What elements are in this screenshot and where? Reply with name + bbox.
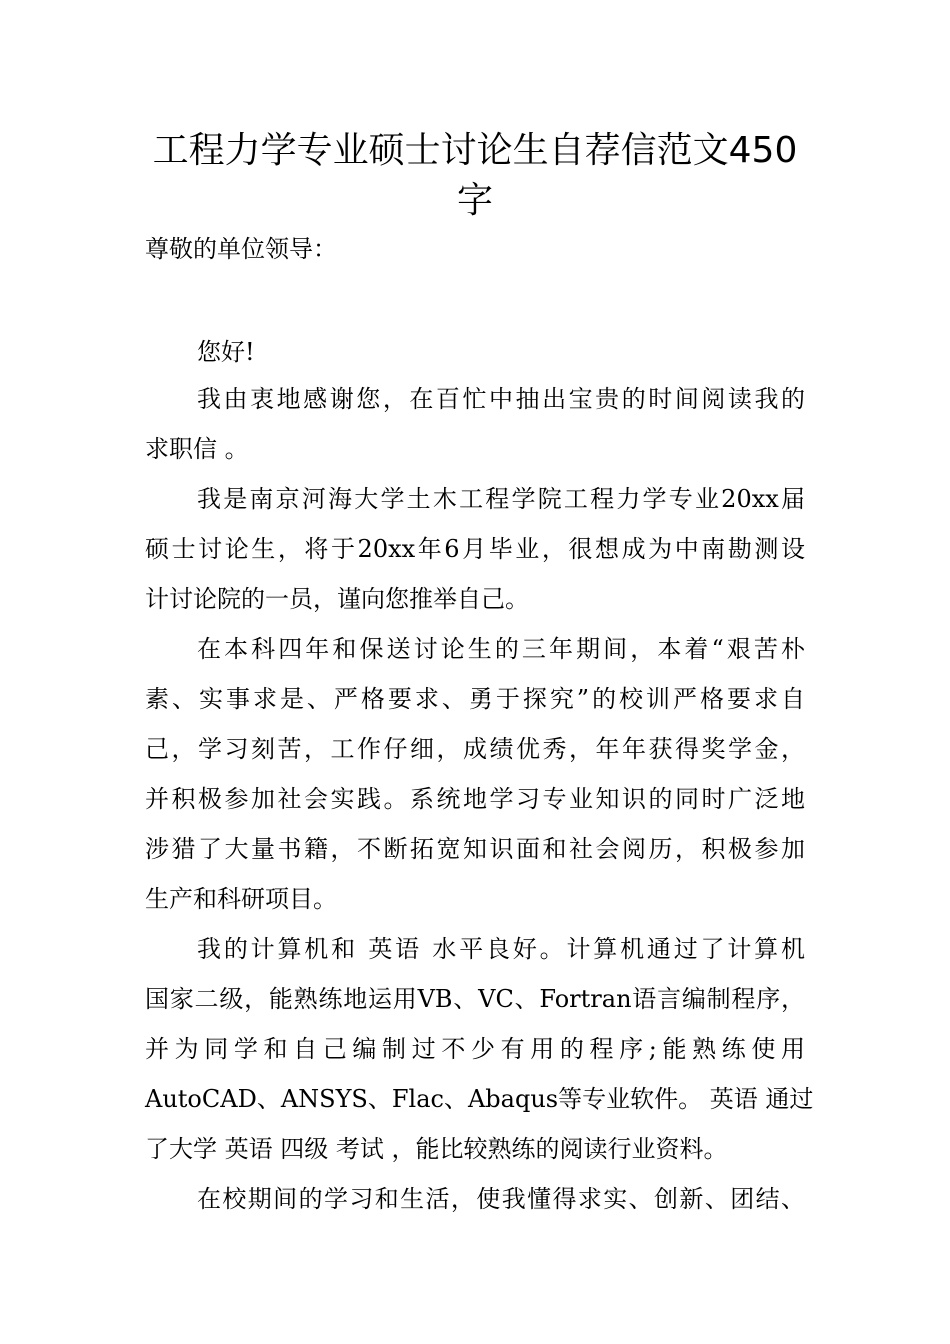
title-line-2: 字 [456, 180, 493, 221]
body-line: 在校期间的学习和生活，使我懂得求实、创新、团结、 [197, 1185, 805, 1213]
greeting: 您好! [197, 338, 255, 366]
body-line: 我由衷地感谢您，在百忙中抽出宝贵的时间阅读我的 [197, 385, 805, 413]
salutation: 尊敬的单位领导： [145, 235, 337, 263]
body-line: 并积极参加社会实践。系统地学习专业知识的同时广泛地 [145, 785, 805, 813]
body-line: 了大学 英语 四级 考试 ，能比较熟练的阅读行业资料。 [145, 1135, 728, 1163]
body-line: 素、实事求是、严格要求、勇于探究”的校训严格要求自 [145, 685, 805, 713]
body-line: 硕士讨论生，将于20xx年6月毕业，很想成为中南勘测设 [145, 535, 805, 563]
body-line: 求职信 。 [145, 435, 249, 463]
body-line: 涉猎了大量书籍，不断拓宽知识面和社会阅历，积极参加 [145, 835, 805, 863]
body-line: 计讨论院的一员，谨向您推举自己。 [145, 585, 529, 613]
title-line-1: 工程力学专业硕士讨论生自荐信范文450 [152, 130, 798, 171]
body-line: 生产和科研项目。 [145, 885, 337, 913]
document-title [120, 126, 830, 226]
body-line: 我的计算机和 英语 水平良好。计算机通过了计算机 [197, 935, 805, 963]
body-line: 在本科四年和保送讨论生的三年期间，本着“艰苦朴 [197, 635, 805, 663]
body-line: 己，学习刻苦，工作仔细，成绩优秀，年年获得奖学金， [145, 735, 805, 763]
body-line: AutoCAD、ANSYS、Flac、Abaqus等专业软件。 英语 通过 [145, 1085, 814, 1113]
body-line: 国家二级，能熟练地运用VB、VC、Fortran语言编制程序， [145, 985, 805, 1013]
body-line: 并为同学和自己编制过不少有用的程序;能熟练使用 [145, 1035, 805, 1063]
body-line: 我是南京河海大学土木工程学院工程力学专业20xx届 [197, 485, 805, 513]
